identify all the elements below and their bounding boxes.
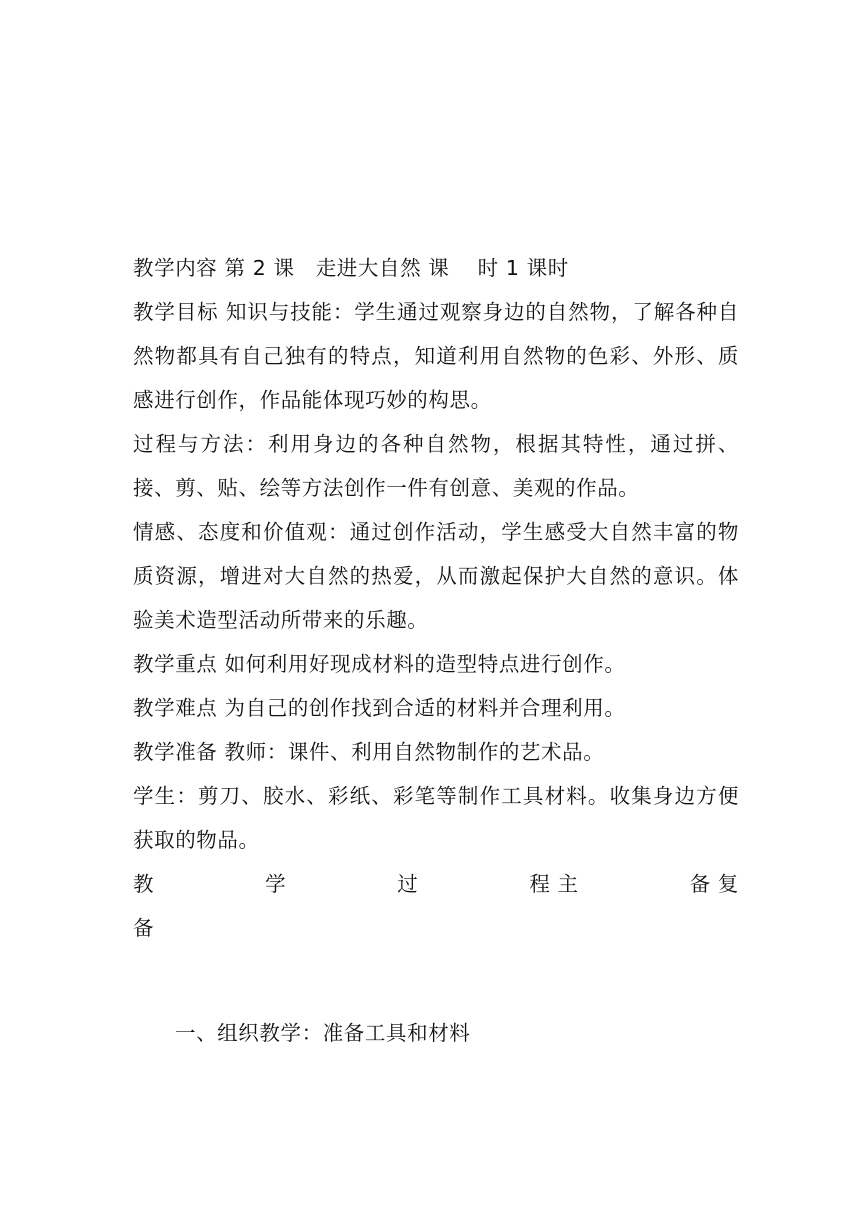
header-row-tail: 备	[133, 916, 155, 940]
teacher-preparation-line: 教学准备 教师：课件、利用自然物制作的艺术品。	[133, 740, 605, 764]
section-heading: 一、组织教学：准备工具和材料	[175, 1021, 471, 1045]
header-cell: 学	[265, 872, 287, 896]
teaching-focus-line: 教学重点 如何利用好现成材料的造型特点进行创作。	[133, 652, 626, 676]
header-cell: 过	[397, 872, 419, 896]
header-cell: 教	[133, 872, 155, 896]
emotion-attitude-values-paragraph: 情感、态度和价值观：通过创作活动，学生感受大自然丰富的物质资源，增进对大自然的热爱，从而激起保护大自然的意识。体验美术造型活动所带来的乐趣。	[133, 520, 739, 632]
process-and-method-paragraph: 过程与方法：利用身边的各种自然物，根据其特性，通过拼、接、剪、贴、绘等方法创作一件有创意、美观的作品。	[133, 432, 739, 500]
header-cell: 备 复	[689, 872, 739, 896]
teaching-process-header-row	[133, 862, 739, 906]
student-preparation-paragraph: 学生：剪刀、胶水、彩纸、彩笔等制作工具材料。收集身边方便获取的物品。	[133, 784, 739, 852]
teaching-difficulty-line: 教学难点 为自己的创作找到合适的材料并合理利用。	[133, 696, 626, 720]
lesson-content-line: 教学内容 第 2 课 走进大自然 课 时 1 课时	[133, 256, 569, 280]
teaching-objectives-paragraph: 教学目标 知识与技能：学生通过观察身边的自然物，了解各种自然物都具有自己独有的特点，知道利用自然物的色彩、外形、质感进行创作，作品能体现巧妙的构思。	[133, 300, 739, 412]
header-cell: 程 主	[529, 872, 579, 896]
document-body	[133, 246, 739, 950]
